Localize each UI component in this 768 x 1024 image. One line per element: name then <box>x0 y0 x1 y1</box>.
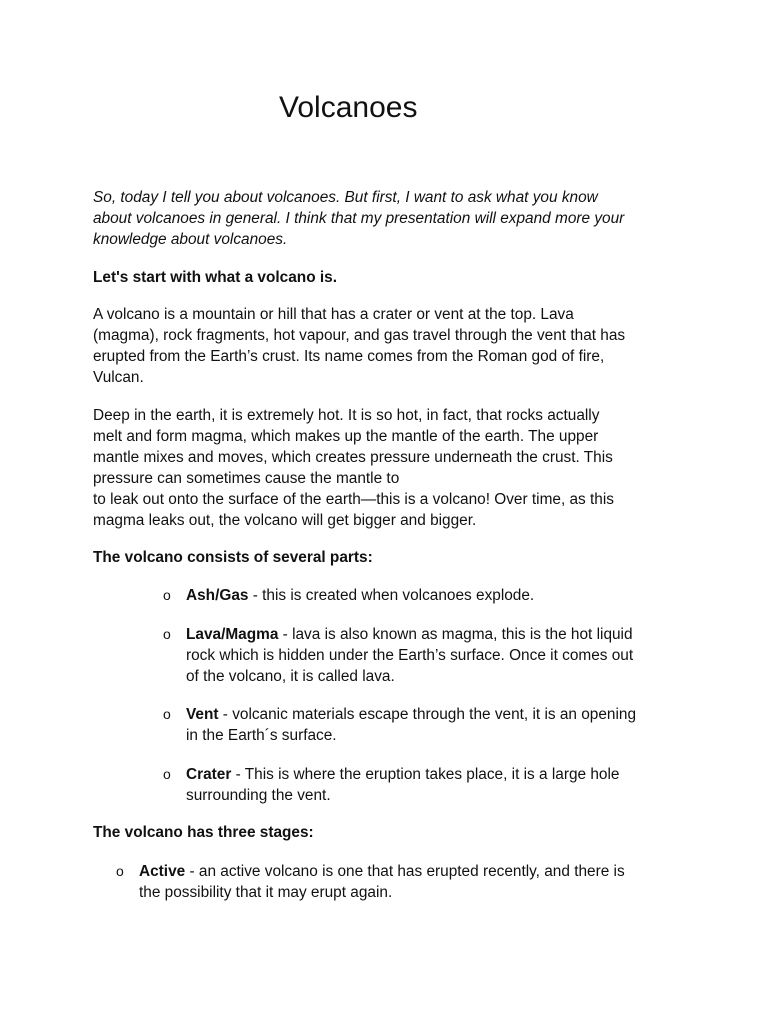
term-description: - This is where the eruption takes place, it is a large hole <box>231 766 620 783</box>
bullet-icon: o <box>163 587 171 603</box>
term-label: Lava/Magma <box>186 626 279 643</box>
intro-paragraph <box>93 187 693 250</box>
paragraph-line: melt and form magma, which makes up the mantle of the earth. The upper <box>93 428 599 445</box>
list-item-line <box>186 764 619 785</box>
list-item-line <box>186 624 633 645</box>
list-item-line: surrounding the vent. <box>186 787 331 804</box>
term-label: Crater <box>186 766 232 783</box>
list-item-body <box>186 704 636 746</box>
list-item-line <box>186 585 534 606</box>
term-description: - an active volcano is one that has erupted recently, and there is <box>185 863 625 880</box>
intro-line: about volcanoes in general. I think that my presentation will expand more your <box>93 210 625 227</box>
list-item-line <box>139 861 625 882</box>
intro-line: knowledge about volcanoes. <box>93 231 288 248</box>
paragraph-line: (magma), rock fragments, hot vapour, and gas travel through the vent that has <box>93 327 626 344</box>
intro-line: So, today I tell you about volcanoes. But first, I want to ask what you know <box>93 189 598 206</box>
page-title: Volcanoes <box>279 91 418 124</box>
term-label: Ash/Gas <box>186 587 249 604</box>
bullet-icon: o <box>163 626 171 642</box>
paragraph-line: Vulcan. <box>93 369 144 386</box>
heading-stages: The volcano has three stages: <box>93 824 314 841</box>
paragraph-line: mantle mixes and moves, which creates pressure underneath the crust. This <box>93 449 613 466</box>
paragraph-line: Deep in the earth, it is extremely hot. It is so hot, in fact, that rocks actually <box>93 407 600 424</box>
term-description: - this is created when volcanoes explode. <box>248 587 535 604</box>
paragraph-line: magma leaks out, the volcano will get bigger and bigger. <box>93 512 477 529</box>
bullet-icon: o <box>116 863 124 879</box>
bullet-icon: o <box>163 706 171 722</box>
term-label: Active <box>139 863 186 880</box>
bullet-icon: o <box>163 766 171 782</box>
heading-start: Let's start with what a volcano is. <box>93 269 337 286</box>
paragraph-definition <box>93 304 693 388</box>
list-item-line: of the volcano, it is called lava. <box>186 668 395 685</box>
list-item-line: the possibility that it may erupt again. <box>139 884 393 901</box>
paragraph-line: A volcano is a mountain or hill that has a crater or vent at the top. Lava <box>93 306 574 323</box>
list-item-line: rock which is hidden under the Earth’s surface. Once it comes out <box>186 647 634 664</box>
paragraph-line: to leak out onto the surface of the earth—this is a volcano! Over time, as this <box>93 491 614 508</box>
paragraph-line: pressure can sometimes cause the mantle to <box>93 470 400 487</box>
list-item-body <box>186 624 633 687</box>
term-description: - lava is also known as magma, this is the hot liquid <box>278 626 633 643</box>
list-item-line: in the Earth´s surface. <box>186 727 337 744</box>
list-item-body <box>186 764 619 806</box>
heading-parts: The volcano consists of several parts: <box>93 549 373 566</box>
term-label: Vent <box>186 706 219 723</box>
list-item-body <box>139 861 625 903</box>
list-item-body <box>186 585 534 606</box>
paragraph-formation <box>93 405 693 531</box>
term-description: - volcanic materials escape through the vent, it is an opening <box>218 706 637 723</box>
list-item-line <box>186 704 636 725</box>
paragraph-line: erupted from the Earth’s crust. Its name comes from the Roman god of fire, <box>93 348 605 365</box>
